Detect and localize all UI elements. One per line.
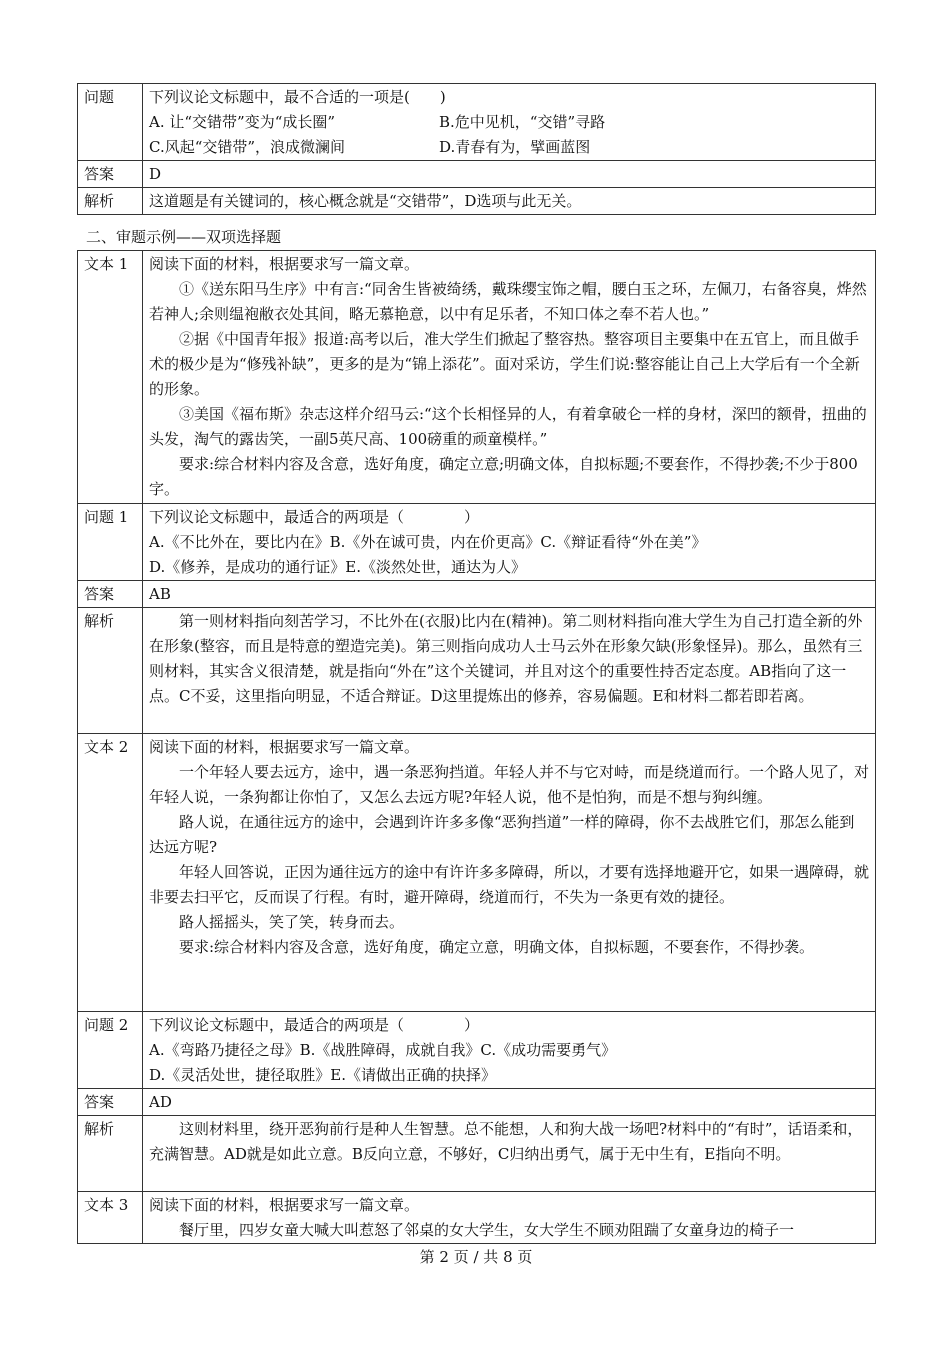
row-label: 答案 bbox=[78, 581, 143, 608]
row-label: 解析 bbox=[78, 608, 143, 734]
analysis-row bbox=[78, 188, 876, 215]
options-line: A.《弯路乃捷径之母》B.《战胜障碍，成就自我》C.《成功需要勇气》 bbox=[149, 1041, 617, 1059]
text-row bbox=[78, 251, 876, 504]
analysis-text: 这道题是有关键词的，核心概念就是“交错带”，D选项与此无关。 bbox=[143, 188, 876, 215]
row-label: 问题 2 bbox=[78, 1012, 143, 1089]
answer-row bbox=[78, 161, 876, 188]
material-paragraph: 路人摇摇头，笑了笑，转身而去。 bbox=[179, 913, 405, 931]
analysis-cell bbox=[143, 1116, 876, 1192]
question-row bbox=[78, 84, 876, 161]
answer-row bbox=[78, 1089, 876, 1116]
row-label: 答案 bbox=[78, 161, 143, 188]
question-row bbox=[78, 1012, 876, 1089]
question-table-2 bbox=[77, 250, 876, 1244]
material-paragraph: ①《送东阳马生序》中有言:“同舍生皆被绮绣，戴珠缨宝饰之帽，腰白玉之环，左佩刀，右备容臭，烨然若神人;余则缊袍敝衣处其间，略无慕艳意，以中有足乐者，不知口体之奉不若人也。” bbox=[149, 280, 867, 323]
question-text: 下列议论文标题中，最适合的两项是（ ） bbox=[149, 508, 480, 526]
row-label: 答案 bbox=[78, 1089, 143, 1116]
answer-row bbox=[78, 581, 876, 608]
material-intro: 阅读下面的材料，根据要求写一篇文章。 bbox=[149, 1196, 420, 1214]
question-table-1 bbox=[77, 83, 876, 215]
text-row bbox=[78, 734, 876, 1012]
material-cell bbox=[143, 734, 876, 1012]
analysis-text: 第一则材料指向刻苦学习，不比外在(衣服)比内在(精神)。第二则材料指向准大学生为自己打造全新的外在形象(整容，而且是特意的塑造完美)。第三则指向成功人士马云外在形象欠缺(形象怪异)。那么，虽然有三则材料，其实含义很清楚，就是指向“外在”这个关键词，并且对这个的重要性持否定态度。AB指向了这一点。C不妥，这里指向明显，不适合辩证。D这里提炼出的修养，容易偏题。E和材料二都若即若离。 bbox=[149, 612, 863, 705]
answer-text: D bbox=[143, 161, 876, 188]
material-requirement: 要求:综合材料内容及含意，选好角度，确定立意，明确文体，自拟标题，不要套作，不得抄袭。 bbox=[179, 938, 815, 956]
question-row bbox=[78, 504, 876, 581]
material-paragraph: 路人说，在通往远方的途中，会遇到许许多多像“恶狗挡道”一样的障碍，你不去战胜它们，那怎么能到达远方呢? bbox=[149, 813, 855, 856]
material-paragraph: 餐厅里，四岁女童大喊大叫惹怒了邻桌的女大学生，女大学生不顾劝阻踹了女童身边的椅子一 bbox=[179, 1221, 795, 1239]
material-paragraph: 一个年轻人要去远方，途中，遇一条恶狗挡道。年轻人并不与它对峙，而是绕道而行。一个路人见了，对年轻人说，一条狗都让你怕了，又怎么去远方呢?年轻人说，他不是怕狗，而是不想与狗纠缠。 bbox=[149, 763, 870, 806]
material-paragraph: 年轻人回答说，正因为通往远方的途中有许许多多障碍，所以，才要有选择地避开它，如果一遇障碍，就非要去扫平它，反而误了行程。有时，避开障碍，绕道而行，不失为一条更有效的捷径。 bbox=[149, 863, 870, 906]
options-line: D.《修养，是成功的通行证》E.《淡然处世，通达为人》 bbox=[149, 558, 526, 576]
options-line: D.《灵活处世，捷径取胜》E.《请做出正确的抉择》 bbox=[149, 1066, 496, 1084]
row-label: 文本 2 bbox=[78, 734, 143, 1012]
material-cell bbox=[143, 251, 876, 504]
row-label: 文本 3 bbox=[78, 1192, 143, 1244]
material-paragraph: ②据《中国青年报》报道:高考以后，准大学生们掀起了整容热。整容项目主要集中在五官上，而且做手术的极少是为“修残补缺”，更多的是为“锦上添花”。面对采访，学生们说:整容能让自己上大学后有一个全新的形象。 bbox=[149, 330, 860, 398]
material-paragraph: ③美国《福布斯》杂志这样介绍马云:“这个长相怪异的人，有着拿破仑一样的身材，深凹的额骨，扭曲的头发，淘气的露齿笑，一副5英尺高、100磅重的顽童模样。” bbox=[149, 405, 867, 448]
question-cell bbox=[143, 1012, 876, 1089]
question-cell bbox=[143, 504, 876, 581]
material-intro: 阅读下面的材料，根据要求写一篇文章。 bbox=[149, 255, 420, 273]
row-label: 问题 bbox=[78, 84, 143, 161]
page-footer: 第 2 页 / 共 8 页 bbox=[419, 1248, 533, 1266]
analysis-cell bbox=[143, 608, 876, 734]
analysis-text: 这则材料里，绕开恶狗前行是种人生智慧。总不能想，人和狗大战一场吧?材料中的“有时”，话语柔和，充满智慧。AD就是如此立意。B反向立意，不够好，C归纳出勇气，属于无中生有，E指向不明。 bbox=[149, 1120, 863, 1163]
row-label: 解析 bbox=[78, 1116, 143, 1192]
answer-text: AD bbox=[143, 1089, 876, 1116]
option-b: B.危中见机，“交错”寻路 bbox=[439, 113, 606, 131]
option-d: D.青春有为，擘画蓝图 bbox=[439, 138, 591, 156]
option-a: A. 让“交错带”变为“成长圈” bbox=[149, 113, 336, 131]
answer-text: AB bbox=[143, 581, 876, 608]
options-line bbox=[149, 110, 869, 135]
section-heading: 二、审题示例——双项选择题 bbox=[86, 228, 282, 246]
material-intro: 阅读下面的材料，根据要求写一篇文章。 bbox=[149, 738, 420, 756]
options-line: A.《不比外在，要比内在》B.《外在诚可贵，内在价更高》C.《辩证看待“外在美”》 bbox=[149, 533, 707, 551]
option-c: C.风起“交错带”，浪成微澜间 bbox=[149, 138, 346, 156]
question-text: 下列议论文标题中，最适合的两项是（ ） bbox=[149, 1016, 480, 1034]
analysis-row bbox=[78, 1116, 876, 1192]
row-label: 问题 1 bbox=[78, 504, 143, 581]
text-row bbox=[78, 1192, 876, 1244]
row-label: 解析 bbox=[78, 188, 143, 215]
row-label: 文本 1 bbox=[78, 251, 143, 504]
question-cell bbox=[143, 84, 876, 161]
material-requirement: 要求:综合材料内容及含意，选好角度，确定立意;明确文体，自拟标题;不要套作，不得抄袭;不少于800字。 bbox=[149, 455, 858, 498]
material-cell bbox=[143, 1192, 876, 1244]
options-line bbox=[149, 135, 869, 160]
question-text: 下列议论文标题中，最不合适的一项是( ) bbox=[149, 88, 446, 106]
analysis-row bbox=[78, 608, 876, 734]
